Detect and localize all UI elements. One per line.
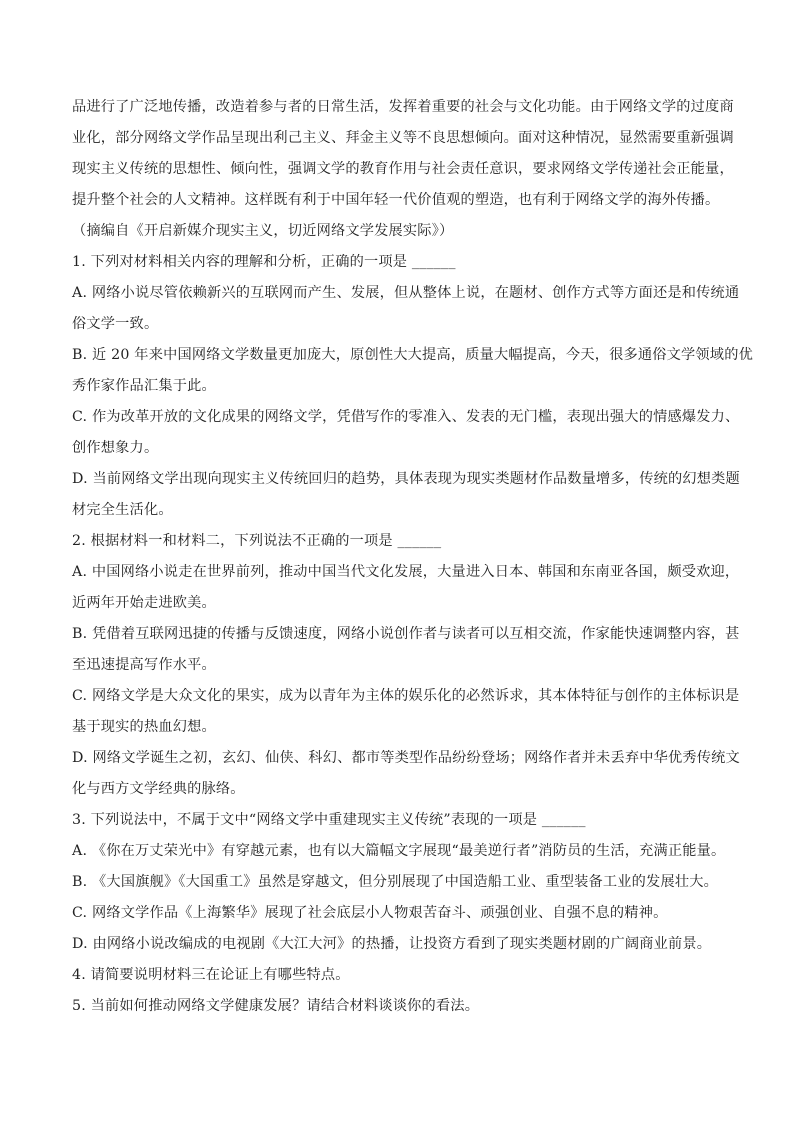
passage-line: 品进行了广泛地传播，改造着参与者的日常生活，发挥着重要的社会与文化功能。由于网络文学的过度商 — [72, 99, 734, 115]
option-line: 俗文学一致。 — [72, 316, 159, 332]
option-line: B. 近 20 年来中国网络文学数量更加庞大，原创性大大提高，质量大幅提高，今天，很多通俗文学领域的优 — [72, 347, 753, 363]
question-stem: 2. 根据材料一和材料二，下列说法不正确的一项是 ______ — [72, 533, 442, 549]
option-line: 秀作家作品汇集于此。 — [72, 378, 216, 394]
option-line: 至迅速提高写作水平。 — [72, 657, 216, 673]
option-line: C. 网络文学是大众文化的果实，成为以青年为主体的娱乐化的必然诉求，其本体特征与创作的主体标识是 — [72, 688, 740, 704]
option-line: A. 中国网络小说走在世界前列，推动中国当代文化发展，大量进入日本、韩国和东南亚各国，颇受欢迎， — [72, 564, 740, 580]
option-line: 近两年开始走进欧美。 — [72, 595, 216, 611]
passage-line: 业化，部分网络文学作品呈现出利己主义、拜金主义等不良思想倾向。面对这种情况，显然需要重新强调 — [72, 130, 734, 146]
document-page — [72, 96, 753, 1017]
option-line: 基于现实的热血幻想。 — [72, 719, 216, 735]
option-line: C. 作为改革开放的文化成果的网络文学，凭借写作的零准入、发表的无门槛，表现出强大的情感爆发力、 — [72, 409, 740, 425]
option-line: D. 当前网络文学出现向现实主义传统回归的趋势，具体表现为现实类题材作品数量增多，传统的幻想类题 — [72, 471, 740, 487]
passage-line: 提升整个社会的人文精神。这样既有利于中国年轻一代价值观的塑造，也有利于网络文学的海外传播。 — [72, 192, 720, 208]
option-line: B. 《大国旗舰》《大国重工》虽然是穿越文，但分别展现了中国造船工业、重型装备工业的发展壮大。 — [72, 874, 718, 890]
question-stem: 5. 当前如何推动网络文学健康发展？请结合材料谈谈你的看法。 — [72, 998, 480, 1014]
option-line: C. 网络文学作品《上海繁华》展现了社会底层小人物艰苦奋斗、顽强创业、自强不息的精神。 — [72, 905, 668, 921]
option-line: D. 网络文学诞生之初，玄幻、仙侠、科幻、都市等类型作品纷纷登场；网络作者并未丢弃中华优秀传统文 — [72, 750, 740, 766]
option-line: 化与西方文学经典的脉络。 — [72, 781, 245, 797]
option-line: A. 《你在万丈荣光中》有穿越元素，也有以大篇幅文字展现“最美逆行者”消防员的生活，充满正能量。 — [72, 843, 726, 859]
question-stem: 3. 下列说法中，不属于文中“网络文学中重建现实主义传统”表现的一项是 ______ — [72, 812, 586, 828]
option-line: 材完全生活化。 — [72, 502, 173, 518]
question-stem: 1. 下列对材料相关内容的理解和分析，正确的一项是 ______ — [72, 254, 456, 270]
source-note: （摘编自《开启新媒介现实主义，切近网络文学发展实际》） — [72, 223, 454, 239]
question-stem: 4. 请简要说明材料三在论证上有哪些特点。 — [72, 967, 350, 983]
option-line: 创作想象力。 — [72, 440, 159, 456]
option-line: B. 凭借着互联网迅捷的传播与反馈速度，网络小说创作者与读者可以互相交流，作家能快速调整内容，甚 — [72, 626, 740, 642]
option-line: A. 网络小说尽管依赖新兴的互联网而产生、发展，但从整体上说，在题材、创作方式等方面还是和传统通 — [72, 285, 740, 301]
option-line: D. 由网络小说改编成的电视剧《大江大河》的热播，让投资方看到了现实类题材剧的广阔商业前景。 — [72, 936, 712, 952]
passage-line: 现实主义传统的思想性、倾向性，强调文学的教育作用与社会责任意识，要求网络文学传递社会正能量， — [72, 161, 734, 177]
